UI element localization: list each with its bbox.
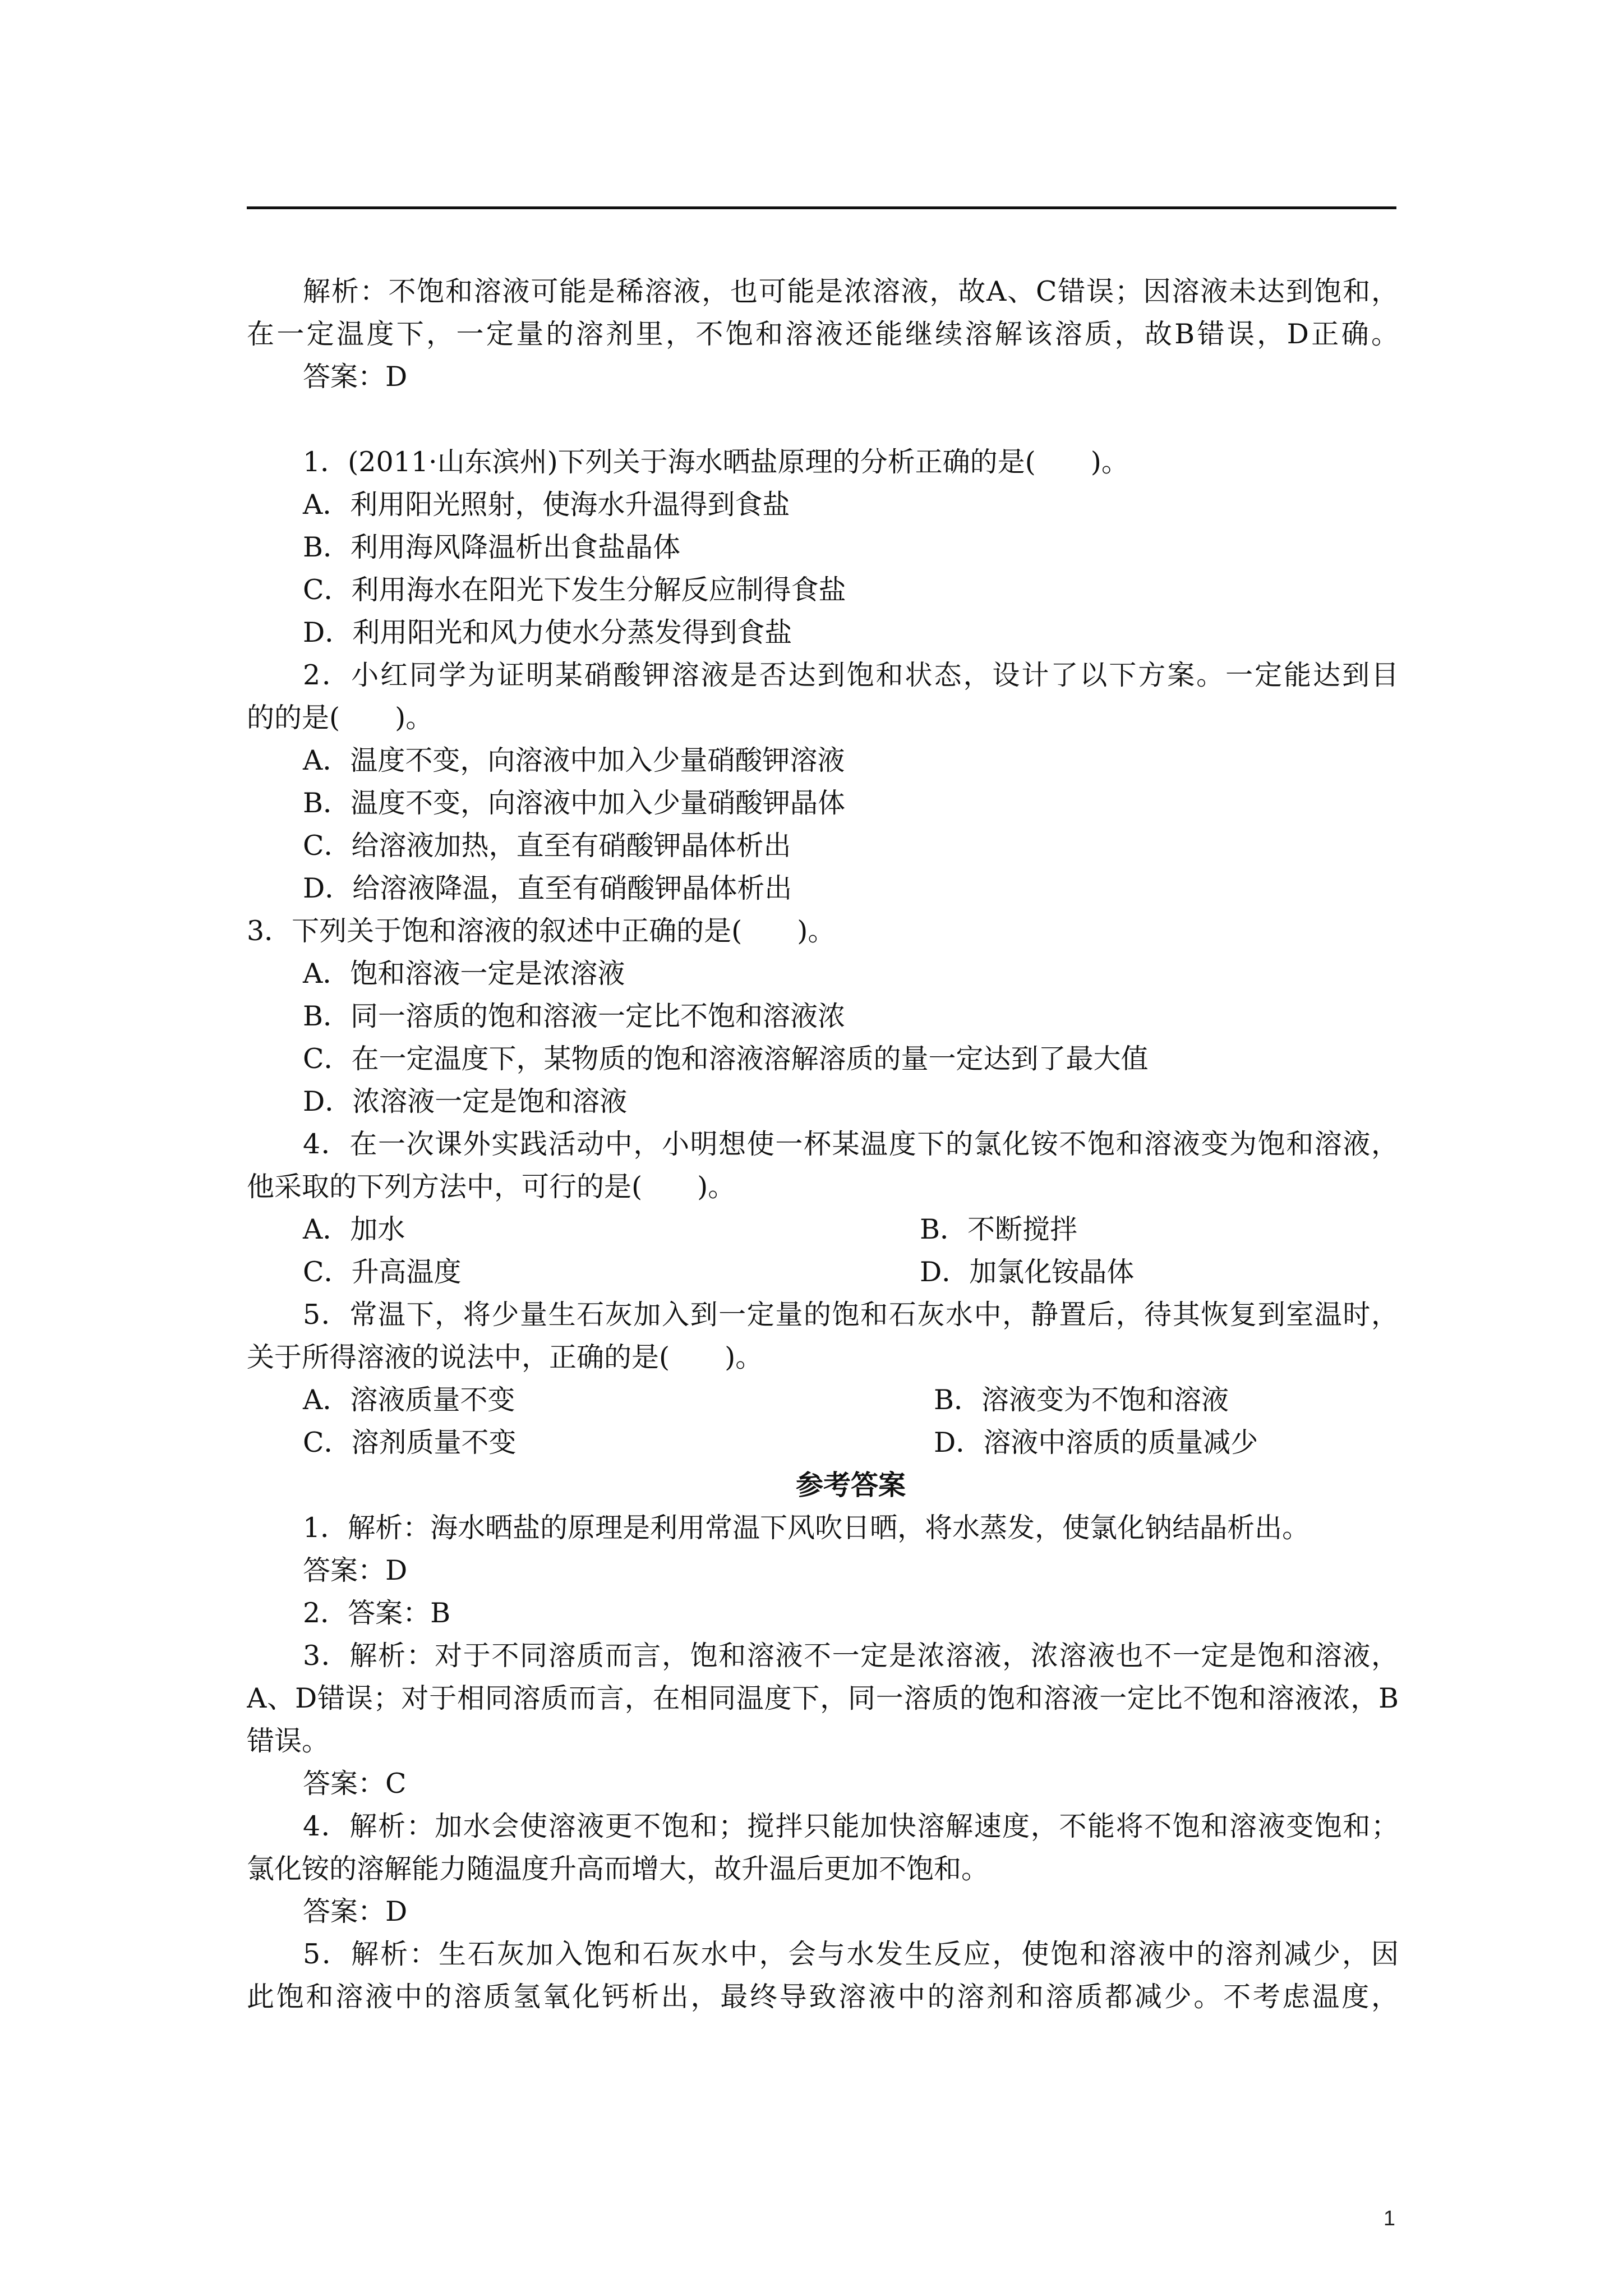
question-1-option-d: D．利用阳光和风力使水分蒸发得到食盐 — [303, 616, 792, 648]
intro-answer: 答案：D — [303, 361, 408, 393]
question-3-option-b: B．同一溶质的饱和溶液一定比不饱和溶液浓 — [303, 1000, 846, 1032]
answer-3-line-3: 错误。 — [247, 1725, 330, 1757]
answer-4-answer: 答案：D — [303, 1895, 408, 1927]
question-2-option-b: B．温度不变，向溶液中加入少量硝酸钾晶体 — [303, 787, 846, 819]
question-1-option-a: A．利用阳光照射，使海水升温得到食盐 — [303, 489, 790, 521]
answer-3-line-1: 3．解析：对于不同溶质而言，饱和溶液不一定是浓溶液，浓溶液也不一定是饱和溶液， — [303, 1640, 1399, 1672]
question-5-options-row-2 — [247, 1421, 1399, 1464]
answer-1-analysis: 1．解析：海水晒盐的原理是利用常温下风吹日晒，将水蒸发，使氯化钠结晶析出。 — [303, 1512, 1310, 1544]
intro-analysis-line-1: 解析：不饱和溶液可能是稀溶液，也可能是浓溶液，故A、C错误；因溶液未达到饱和， — [303, 275, 1399, 307]
question-2-stem-line-2: 的的是( )。 — [247, 702, 434, 734]
question-1-option-c: C．利用海水在阳光下发生分解反应制得食盐 — [303, 574, 846, 606]
question-5-option-a: A．溶液质量不变 — [303, 1384, 515, 1416]
question-4-options-row-2 — [247, 1251, 1399, 1294]
intro-analysis-line-2: 在一定温度下，一定量的溶剂里，不饱和溶液还能继续溶解该溶质，故B错误，D正确。 — [247, 318, 1399, 350]
answer-4-line-2: 氯化铵的溶解能力随温度升高而增大，故升温后更加不饱和。 — [247, 1853, 989, 1885]
answer-2-answer: 2．答案：B — [303, 1597, 451, 1629]
question-4-option-d: D．加氯化铵晶体 — [920, 1256, 1135, 1288]
question-1-stem: 1．(2011·山东滨州)下列关于海水晒盐原理的分析正确的是( )。 — [303, 446, 1129, 478]
question-4-stem-line-1: 4．在一次课外实践活动中，小明想使一杯某温度下的氯化铵不饱和溶液变为饱和溶液， — [303, 1128, 1399, 1160]
question-1-option-b: B．利用海风降温析出食盐晶体 — [303, 531, 681, 563]
question-2-stem-line-1: 2．小红同学为证明某硝酸钾溶液是否达到饱和状态，设计了以下方案。一定能达到目 — [303, 659, 1399, 691]
answer-5-line-1: 5．解析：生石灰加入饱和石灰水中，会与水发生反应，使饱和溶液中的溶剂减少，因 — [303, 1938, 1399, 1970]
question-5-options-row-1 — [247, 1379, 1399, 1421]
question-5-stem-line-1: 5．常温下，将少量生石灰加入到一定量的饱和石灰水中，静置后，待其恢复到室温时， — [303, 1299, 1399, 1331]
reference-heading: 参考答案 — [795, 1469, 906, 1501]
question-5-stem-line-2: 关于所得溶液的说法中，正确的是( )。 — [247, 1341, 763, 1373]
answer-5-line-2: 此饱和溶液中的溶质氢氧化钙析出，最终导致溶液中的溶剂和溶质都减少。不考虑温度， — [247, 1981, 1399, 2013]
header-rule — [247, 206, 1396, 209]
question-4-option-b: B．不断搅拌 — [920, 1213, 1078, 1245]
question-5-option-c: C．溶剂质量不变 — [303, 1427, 517, 1458]
answer-1-answer: 答案：D — [303, 1554, 408, 1586]
question-3-option-d: D．浓溶液一定是饱和溶液 — [303, 1085, 628, 1117]
answer-4-line-1: 4．解析：加水会使溶液更不饱和；搅拌只能加快溶解速度，不能将不饱和溶液变饱和； — [303, 1810, 1399, 1842]
answer-3-line-2: A、D错误；对于相同溶质而言，在相同温度下，同一溶质的饱和溶液一定比不饱和溶液浓，B — [247, 1682, 1399, 1714]
answer-3-answer: 答案：C — [303, 1768, 407, 1800]
question-3-option-c: C．在一定温度下，某物质的饱和溶液溶解溶质的量一定达到了最大值 — [303, 1043, 1149, 1075]
question-5-option-d: D．溶液中溶质的质量减少 — [934, 1427, 1258, 1458]
question-3-option-a: A．饱和溶液一定是浓溶液 — [303, 958, 625, 990]
question-2-option-d: D．给溶液降温，直至有硝酸钾晶体析出 — [303, 872, 792, 904]
page-content — [247, 270, 1399, 2018]
question-3-stem: 3．下列关于饱和溶液的叙述中正确的是( )。 — [247, 915, 836, 947]
spacer — [247, 398, 1399, 441]
page-number: 1 — [1383, 2207, 1395, 2230]
question-2-option-a: A．温度不变，向溶液中加入少量硝酸钾溶液 — [303, 744, 845, 776]
question-4-option-c: C．升高温度 — [303, 1256, 462, 1288]
question-2-option-c: C．给溶液加热，直至有硝酸钾晶体析出 — [303, 830, 791, 862]
question-4-option-a: A．加水 — [303, 1213, 405, 1245]
question-5-option-b: B．溶液变为不饱和溶液 — [934, 1384, 1229, 1416]
question-4-stem-line-2: 他采取的下列方法中，可行的是( )。 — [247, 1171, 736, 1203]
question-4-options-row-1 — [247, 1208, 1399, 1251]
